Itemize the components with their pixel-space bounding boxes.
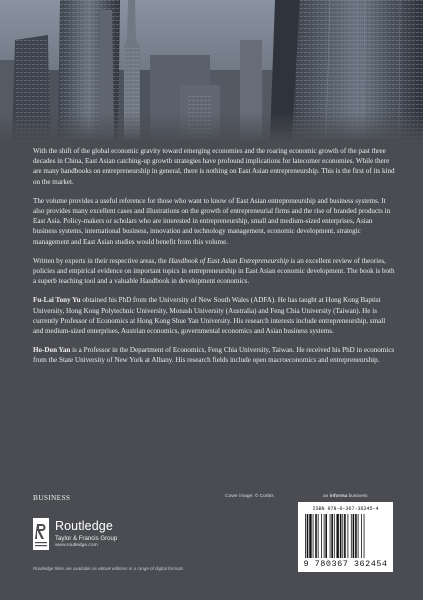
paragraph-author-yan bbox=[33, 345, 395, 365]
cover-photo-skyline bbox=[0, 0, 423, 140]
review-lead: Written by experts in their respective areas, the bbox=[33, 256, 169, 265]
isbn-label: ISBN 978-0-367-36245-4 bbox=[312, 506, 379, 512]
author-bio-yan: is a Professor in the Department of Economics, Feng Chia University, Taiwan. He received his PhD in economics from the State University of New York at Albany. His research fields include open macroeconomics and entrepreneurship. bbox=[33, 346, 395, 365]
author-name-yan: Ho-Don Yan bbox=[33, 346, 71, 355]
informa-prefix: an bbox=[323, 494, 330, 499]
ebook-note: Routledge titles are available as eBook editions in a range of digital formats bbox=[33, 566, 184, 571]
barcode-bars bbox=[304, 514, 387, 558]
publisher-group: Taylor & Francis Group bbox=[55, 535, 118, 542]
back-cover-text bbox=[33, 146, 395, 375]
photo-fade bbox=[0, 112, 423, 140]
isbn-barcode bbox=[298, 502, 393, 572]
book-title: Handbook of East Asian Entrepreneurship bbox=[168, 256, 289, 265]
publisher-url[interactable]: www.routledge.com bbox=[55, 543, 98, 548]
informa-business-label bbox=[323, 494, 368, 499]
publisher-name: Routledge bbox=[55, 519, 113, 533]
author-name-yu: Fu-Lai Tony Yu bbox=[33, 296, 81, 305]
paragraph-volume: The volume provides a useful reference for those who want to know of East Asian entrepreneurship and business systems. It also provides many excellent cases and illustrations on the growth of entrepreneurial firms and the rise of branded products in East Asia. Policy-makers or scholars who are interested in entrepreneurship, small and medium-sized enterprises, Asian business systems, international business, innovation and technology management, economic development, strategic management and East Asian studies would benefit from this volume. bbox=[33, 196, 391, 246]
cover-image-credit: Cover image: © Corbis bbox=[225, 494, 274, 499]
paragraph-author-yu bbox=[33, 295, 395, 336]
informa-word: informa bbox=[329, 494, 348, 499]
isbn-digits: 9 780367 362454 bbox=[303, 559, 388, 569]
paragraph-review bbox=[33, 256, 395, 287]
publisher-logo bbox=[33, 518, 173, 552]
paragraph-intro: With the shift of the global economic gravity toward emerging economies and the roaring economic growth of the past three decades in China, East Asian catching-up growth strategies have profound implications for latecomer economies. While there are many handbooks on entrepreneurship in general, there is nothing on East Asian entrepreneurship. This is the first of its kind on the market. bbox=[33, 147, 395, 186]
subject-label: BUSINESS bbox=[33, 493, 71, 502]
author-bio-yu: obtained his PhD from the University of New South Wales (ADFA). He has taught at Hong Kong Baptist University, Hong Kong Polytechnic University, Monash University (Australia) and Feng Chia University (Taiwan). He is currently Professor of Economics at Hong Kong Shue Yan University. His research interests include entrepreneurship, small and medium-sized enterprises, Austrian economics, governmental economics and Asian business systems. bbox=[33, 296, 386, 336]
routledge-logo-icon bbox=[33, 518, 49, 550]
informa-suffix: business bbox=[347, 494, 368, 499]
review-rest: is an excellent review of theories, policies and empirical evidence on important topics in entrepreneurship in East Asian economic development. The book is both a superb teaching tool and a valuable Handbook in development economics. bbox=[33, 256, 395, 286]
